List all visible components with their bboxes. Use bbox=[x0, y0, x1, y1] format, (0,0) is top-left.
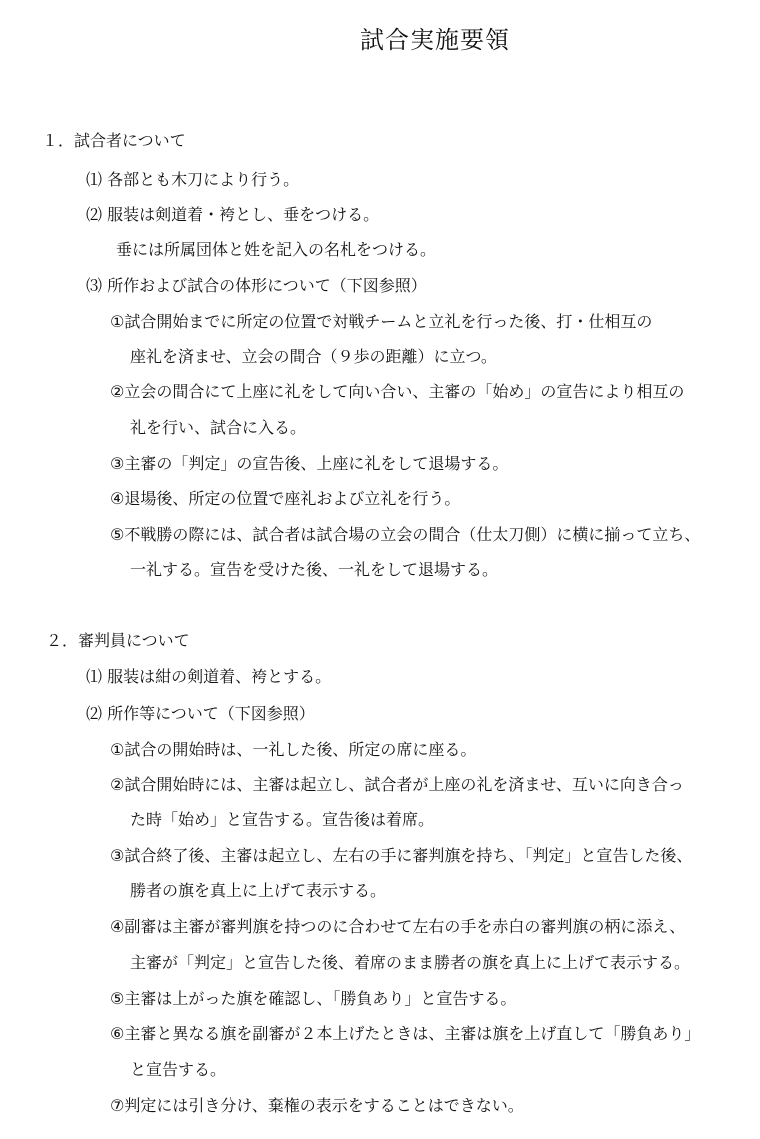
section-2-line: ⑴ 服装は紺の剣道着、袴とする。 bbox=[86, 667, 332, 686]
section-2-line: ⑵ 所作等について（下図参照） bbox=[86, 704, 315, 723]
section-2-line: ④副審は主審が審判旗を持つのに合わせて左右の手を赤白の審判旗の柄に添え、 bbox=[110, 917, 686, 936]
section-2-line: ⑦判定には引き分け、棄権の表示をすることはできない。 bbox=[110, 1096, 524, 1115]
section-1-line: ①試合開始までに所定の位置で対戦チームと立礼を行った後、打・仕相互の bbox=[110, 312, 653, 331]
document-title: 試合実施要領 bbox=[360, 26, 510, 54]
section-1-line: ②立会の間合にて上座に礼をして向い合い、主審の「始め」の宣告により相互の bbox=[110, 382, 685, 401]
section-1-line: 座礼を済ませ、立会の間合（９歩の距離）に立つ。 bbox=[130, 347, 497, 366]
section-2-line: 主審が「判定」と宣告した後、着席のまま勝者の旗を真上に上げて表示する。 bbox=[130, 953, 691, 972]
section-2-line: と宣告する。 bbox=[130, 1060, 227, 1079]
section-2-line: ⑥主審と異なる旗を副審が２本上げたときは、主審は旗を上げ直して「勝負あり」 bbox=[110, 1024, 701, 1043]
section-heading-referees: ２．審判員について bbox=[46, 631, 190, 650]
section-1-line: 垂には所属団体と姓を記入の名札をつける。 bbox=[116, 240, 437, 259]
section-2-line: た時「始め」と宣告する。宣告後は着席。 bbox=[130, 810, 435, 829]
section-1-line: ⑤不戦勝の際には、試合者は試合場の立会の間合（仕太刀側）に横に揃って立ち、 bbox=[110, 525, 701, 544]
section-1-line: 一礼する。宣告を受けた後、一礼をして退場する。 bbox=[130, 560, 499, 579]
section-2-line: ①試合の開始時は、一礼した後、所定の席に座る。 bbox=[110, 740, 477, 759]
section-heading-players: １．試合者について bbox=[42, 131, 186, 150]
section-1-line: ⑶ 所作および試合の体形について（下図参照） bbox=[86, 276, 427, 295]
section-1-line: ③主審の「判定」の宣告後、上座に礼をして退場する。 bbox=[110, 454, 509, 473]
section-2-line: ②試合開始時には、主審は起立し、試合者が上座の礼を済ませ、互いに向き合っ bbox=[110, 775, 684, 794]
section-1-line: ④退場後、所定の位置で座礼および立礼を行う。 bbox=[110, 489, 461, 508]
section-2-line: 勝者の旗を真上に上げて表示する。 bbox=[130, 881, 387, 900]
section-1-line: ⑴ 各部とも木刀により行う。 bbox=[86, 170, 300, 189]
section-1-line: 礼を行い、試合に入る。 bbox=[130, 418, 307, 437]
section-2-line: ⑤主審は上がった旗を確認し、「勝負あり」と宣告する。 bbox=[110, 989, 517, 1008]
section-1-line: ⑵ 服装は剣道着・袴とし、垂をつける。 bbox=[86, 205, 380, 224]
section-2-line: ③試合終了後、主審は起立し、左右の手に審判旗を持ち、「判定」と宣告した後、 bbox=[110, 846, 693, 865]
